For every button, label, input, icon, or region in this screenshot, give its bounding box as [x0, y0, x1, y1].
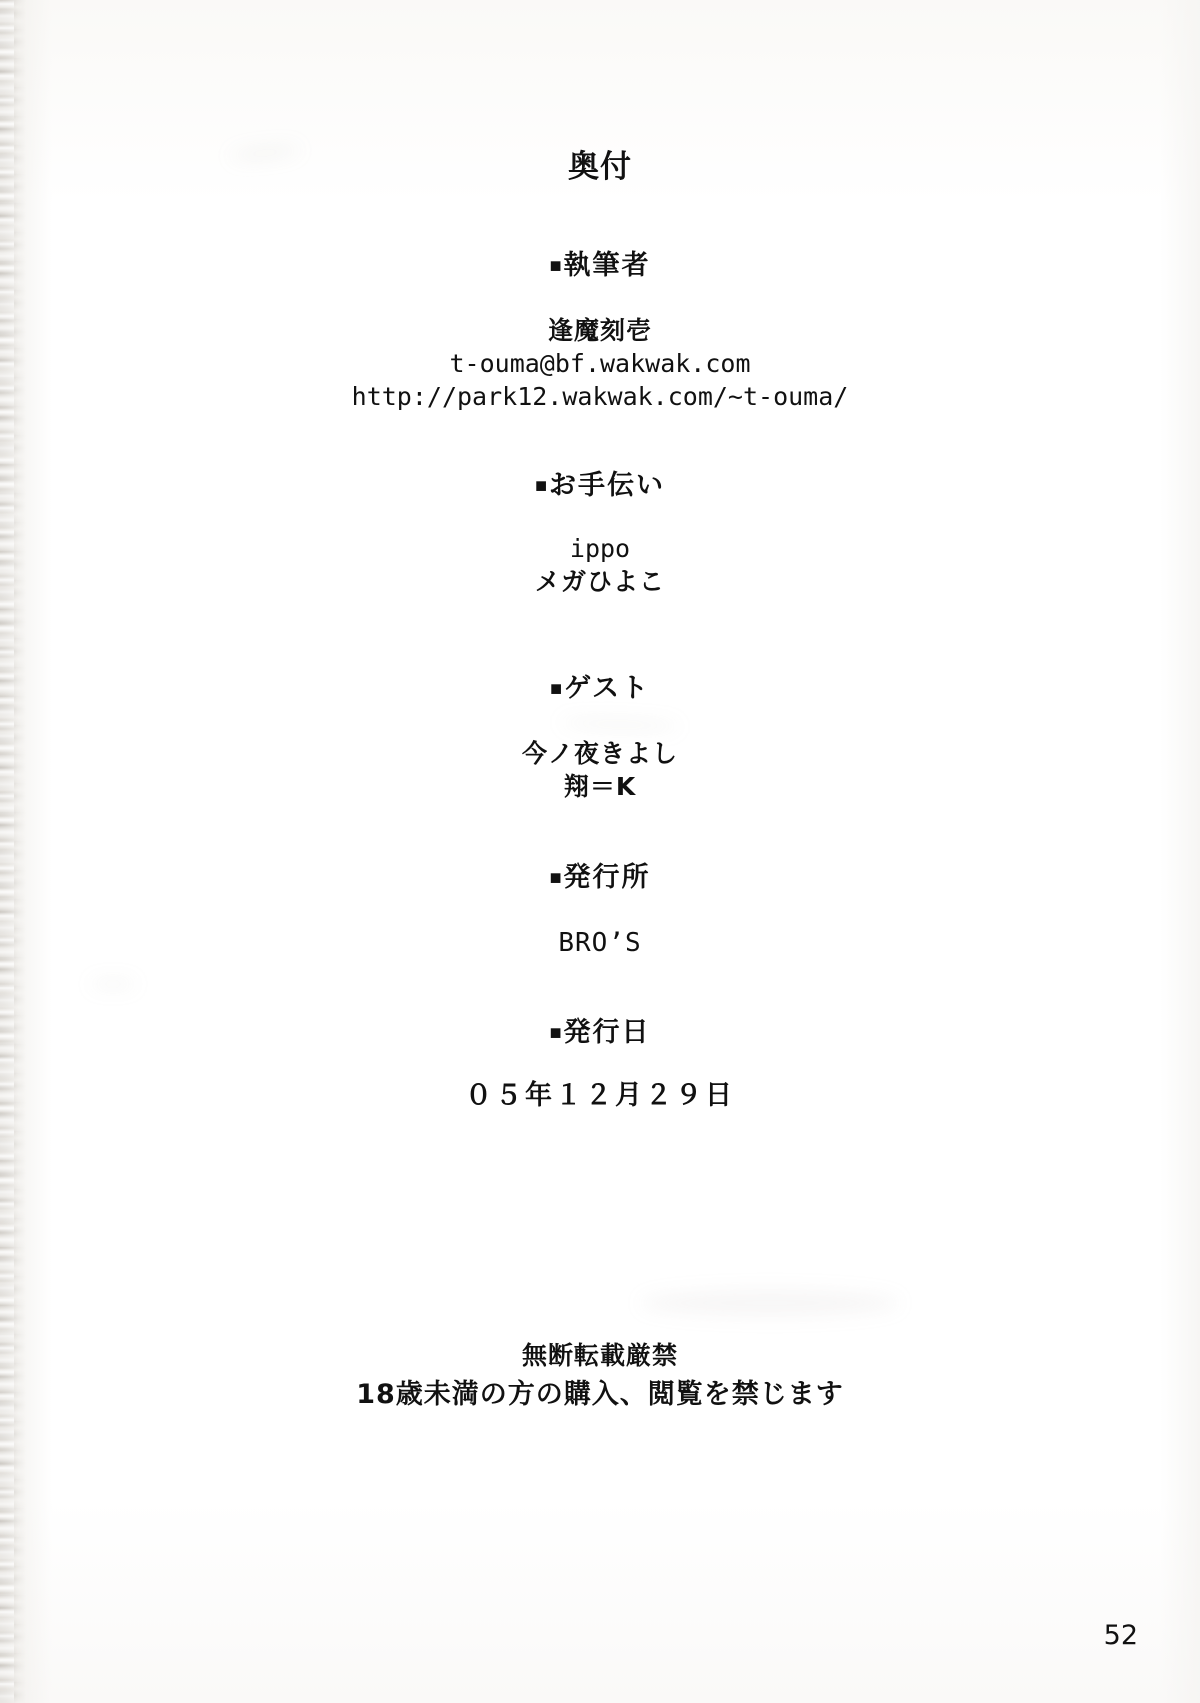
section-heading [0, 249, 1200, 281]
section-publisher [0, 861, 1200, 960]
section-heading [0, 861, 1200, 893]
scan-smudge [640, 1290, 900, 1316]
helper-name: メガひよこ [534, 566, 665, 596]
section-guests [0, 672, 1200, 803]
section-body [0, 926, 1200, 961]
square-bullet-icon: ■ [549, 255, 562, 278]
guest-name: 翔＝K [563, 771, 637, 801]
section-body [0, 314, 1200, 414]
notice-reprint-prohibited: 無断転載厳禁 [521, 1341, 678, 1370]
section-author [0, 249, 1200, 413]
page-number: 52 [1103, 1620, 1138, 1651]
section-heading-label: お手伝い [549, 470, 666, 501]
section-heading-label: ゲスト [564, 673, 650, 704]
section-heading-label: 執筆者 [563, 250, 651, 281]
section-publication-date [0, 1016, 1200, 1114]
section-body [0, 1078, 1200, 1114]
section-heading-label: 発行所 [563, 862, 651, 893]
section-helpers [0, 469, 1200, 598]
square-bullet-icon: ■ [549, 678, 563, 701]
square-bullet-icon: ■ [549, 1022, 562, 1045]
guest-name: 今ノ夜きよし [521, 738, 678, 768]
legal-notice [0, 1340, 1200, 1412]
section-body [0, 532, 1200, 599]
section-heading [0, 469, 1200, 501]
publisher-name: BRO’S [558, 927, 642, 958]
author-email: t-ouma@bf.wakwak.com [449, 348, 751, 378]
helper-name: ippo [569, 533, 631, 563]
square-bullet-icon: ■ [534, 475, 548, 498]
publication-date: ０５年１２月２９日 [465, 1080, 735, 1112]
section-heading [0, 672, 1200, 704]
section-heading [0, 1016, 1200, 1048]
square-bullet-icon: ■ [549, 867, 562, 890]
author-name: 逢魔刻壱 [547, 315, 652, 345]
page-title: 奥付 [568, 149, 632, 184]
section-heading-label: 発行日 [563, 1017, 651, 1048]
author-website: http://park12.wakwak.com/~t-ouma/ [351, 382, 849, 412]
section-body [0, 737, 1200, 804]
notice-age-restriction: 18歳未満の方の購入、閲覧を禁じます [356, 1379, 844, 1411]
